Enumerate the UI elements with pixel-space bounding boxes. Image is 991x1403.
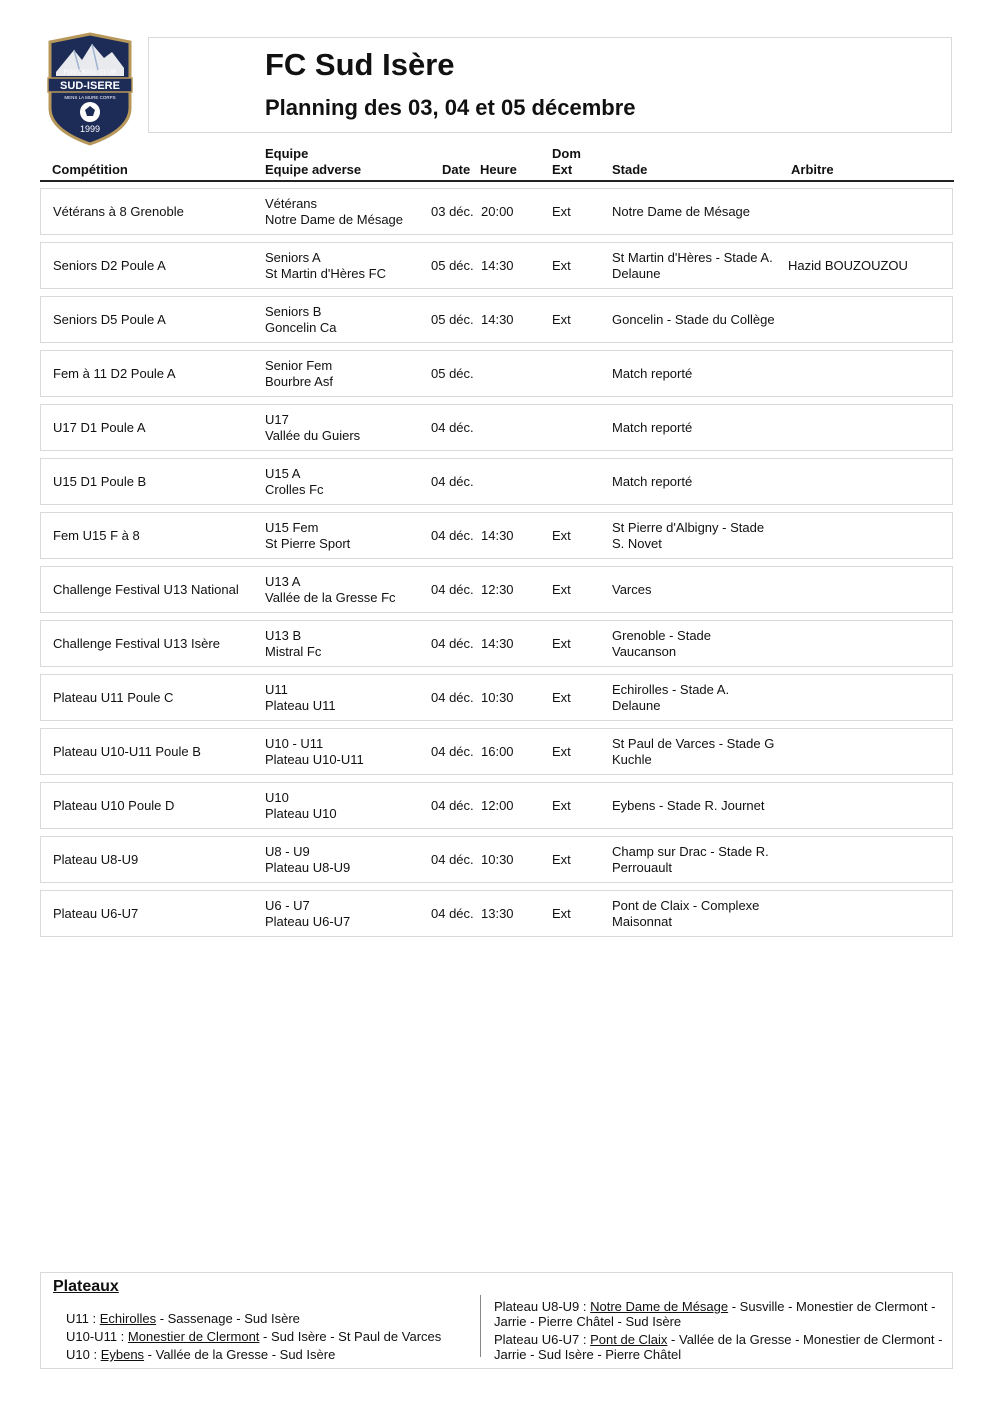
team-cell	[265, 513, 425, 558]
team-cell	[265, 621, 425, 666]
dom-ext-text: Ext	[552, 851, 571, 867]
time-cell	[481, 405, 531, 450]
stade-text: Goncelin - Stade du Collège	[612, 311, 775, 327]
time-cell	[481, 459, 531, 504]
dom-ext-cell	[552, 783, 592, 828]
opponent-text: Plateau U6-U7	[265, 913, 351, 929]
stade-text: Pont de Claix - Complexe Maisonnat	[612, 897, 760, 929]
opponent-text: Plateau U10-U11	[265, 751, 364, 767]
stade-text: Match reporté	[612, 473, 693, 489]
arbitre-cell	[788, 513, 948, 558]
plateau-line	[494, 1299, 944, 1329]
col-arbitre: Arbitre	[791, 162, 834, 177]
team-text: U17	[265, 411, 289, 427]
logo-top-text: FOOTBALL CLUB	[63, 69, 117, 76]
competition-cell	[53, 621, 248, 666]
dom-ext-cell	[552, 459, 592, 504]
team-text: U8 - U9	[265, 843, 310, 859]
team-cell	[265, 405, 425, 450]
dom-ext-cell	[552, 189, 592, 234]
competition-cell	[53, 567, 248, 612]
date-text: 04 déc.	[431, 743, 474, 759]
match-row	[40, 890, 953, 937]
date-cell	[431, 405, 481, 450]
opponent-text: St Martin d'Hères FC	[265, 265, 386, 281]
plateaux-right-list	[494, 1299, 944, 1365]
time-cell	[481, 837, 531, 882]
arbitre-cell	[788, 729, 948, 774]
opponent-text: Vallée du Guiers	[265, 427, 361, 443]
match-list	[40, 188, 953, 944]
stade-cell	[612, 189, 777, 234]
logo-sub-text: MENS LA MURE CORPS	[64, 95, 116, 100]
competition-cell	[53, 351, 248, 396]
dom-ext-text: Ext	[552, 581, 571, 597]
match-row	[40, 350, 953, 397]
team-text: U13 B	[265, 627, 302, 643]
team-cell	[265, 351, 425, 396]
plateau-host: Echirolles	[99, 1311, 157, 1326]
time-text: 14:30	[481, 311, 514, 327]
time-text: 12:30	[481, 581, 514, 597]
plateaux-title: Plateaux	[53, 1278, 119, 1295]
plateau-host: Notre Dame de Mésage	[590, 1299, 729, 1314]
date-text: 03 déc.	[431, 203, 474, 219]
time-cell	[481, 297, 531, 342]
arbitre-cell	[788, 189, 948, 234]
plateaux-left-list	[66, 1310, 486, 1364]
plateaux-divider	[480, 1295, 481, 1357]
col-dom-ext-header	[552, 146, 581, 178]
time-cell	[481, 621, 531, 666]
arbitre-cell	[788, 297, 948, 342]
date-text: 04 déc.	[431, 797, 474, 813]
opponent-text: Plateau U11	[265, 697, 336, 713]
competition-text: Challenge Festival U13 Isère	[53, 635, 220, 651]
plateau-teams: - Vallée de la Gresse - Sud Isère	[144, 1347, 336, 1362]
stade-text: Match reporté	[612, 365, 693, 381]
opponent-text: Plateau U8-U9	[265, 859, 351, 875]
stade-cell	[612, 459, 777, 504]
team-text: U10 - U11	[265, 735, 324, 751]
col-competition: Compétition	[52, 162, 128, 177]
date-cell	[431, 783, 481, 828]
arbitre-cell	[788, 405, 948, 450]
dom-ext-cell	[552, 513, 592, 558]
match-row	[40, 836, 953, 883]
team-cell	[265, 297, 425, 342]
time-cell	[481, 351, 531, 396]
stade-cell	[612, 729, 777, 774]
time-text: 14:30	[481, 257, 514, 273]
competition-text: Seniors D5 Poule A	[53, 311, 166, 327]
opponent-text: Vallée de la Gresse Fc	[265, 589, 396, 605]
stade-text: Notre Dame de Mésage	[612, 203, 751, 219]
date-text: 04 déc.	[431, 581, 474, 597]
time-cell	[481, 729, 531, 774]
plateau-category: Plateau U8-U9 :	[494, 1299, 591, 1314]
competition-text: Seniors D2 Poule A	[53, 257, 166, 273]
plateau-teams: - Susville - Monestier de Clermont - Jarrie - Pierre Châtel - Sud Isère	[494, 1299, 936, 1329]
date-text: 05 déc.	[431, 257, 474, 273]
date-cell	[431, 297, 481, 342]
competition-cell	[53, 459, 248, 504]
date-cell	[431, 621, 481, 666]
arbitre-cell	[788, 621, 948, 666]
stade-cell	[612, 567, 777, 612]
match-row	[40, 620, 953, 667]
arbitre-cell	[788, 783, 948, 828]
competition-text: Plateau U8-U9	[53, 851, 139, 867]
dom-ext-cell	[552, 243, 592, 288]
team-cell	[265, 567, 425, 612]
stade-cell	[612, 891, 777, 936]
competition-cell	[53, 783, 248, 828]
opponent-text: St Pierre Sport	[265, 535, 351, 551]
team-text: U15 A	[265, 465, 301, 481]
team-cell	[265, 243, 425, 288]
date-cell	[431, 351, 481, 396]
col-date: Date	[442, 162, 471, 177]
dom-ext-cell	[552, 621, 592, 666]
stade-cell	[612, 243, 777, 288]
stade-text: Varces	[612, 581, 652, 597]
stade-cell	[612, 297, 777, 342]
competition-cell	[53, 513, 248, 558]
plateau-host: Monestier de Clermont	[127, 1329, 260, 1344]
arbitre-cell	[788, 351, 948, 396]
stade-text: St Pierre d'Albigny - Stade S. Novet	[612, 519, 765, 551]
date-text: 04 déc.	[431, 905, 474, 921]
match-row	[40, 512, 953, 559]
dom-ext-cell	[552, 729, 592, 774]
competition-text: Plateau U10 Poule D	[53, 797, 175, 813]
opponent-text: Crolles Fc	[265, 481, 324, 497]
stade-cell	[612, 675, 777, 720]
planning-title: Planning des 03, 04 et 05 décembre	[265, 95, 636, 120]
match-row	[40, 404, 953, 451]
match-row	[40, 728, 953, 775]
time-cell	[481, 675, 531, 720]
match-row	[40, 782, 953, 829]
team-text: U15 Fem	[265, 519, 319, 535]
dom-ext-text: Ext	[552, 797, 571, 813]
match-row	[40, 674, 953, 721]
date-text: 04 déc.	[431, 689, 474, 705]
competition-cell	[53, 729, 248, 774]
club-logo	[46, 32, 134, 146]
dom-ext-cell	[552, 675, 592, 720]
team-text: Seniors B	[265, 303, 322, 319]
competition-text: Challenge Festival U13 National	[53, 581, 239, 597]
time-text: 14:30	[481, 635, 514, 651]
logo-name-text: SUD-ISERE	[60, 80, 120, 92]
opponent-text: Plateau U10	[265, 805, 337, 821]
plateau-line	[494, 1332, 944, 1362]
dom-ext-text: Ext	[552, 311, 571, 327]
competition-text: Vétérans à 8 Grenoble	[53, 203, 184, 219]
date-text: 04 déc.	[431, 473, 474, 489]
col-team: Equipe	[265, 146, 309, 161]
date-text: 04 déc.	[431, 419, 474, 435]
arbitre-text: Hazid BOUZOUZOU	[788, 257, 908, 273]
stade-cell	[612, 513, 777, 558]
competition-text: U15 D1 Poule B	[53, 473, 147, 489]
arbitre-cell	[788, 567, 948, 612]
competition-cell	[53, 405, 248, 450]
date-cell	[431, 459, 481, 504]
plateau-category: U11 :	[66, 1311, 100, 1326]
stade-cell	[612, 783, 777, 828]
competition-cell	[53, 189, 248, 234]
date-cell	[431, 891, 481, 936]
team-text: U10	[265, 789, 289, 805]
stade-text: St Paul de Varces - Stade G Kuchle	[612, 735, 775, 767]
competition-cell	[53, 891, 248, 936]
date-cell	[431, 513, 481, 558]
stade-cell	[612, 621, 777, 666]
match-row	[40, 458, 953, 505]
competition-cell	[53, 675, 248, 720]
team-text: U11	[265, 681, 288, 697]
dom-ext-text: Ext	[552, 527, 571, 543]
col-dom: Dom	[552, 146, 581, 161]
dom-ext-text: Ext	[552, 689, 571, 705]
stade-text: Echirolles - Stade A. Delaune	[612, 681, 730, 713]
arbitre-cell	[788, 243, 948, 288]
team-cell	[265, 675, 425, 720]
competition-text: Plateau U6-U7	[53, 905, 139, 921]
date-cell	[431, 837, 481, 882]
plateau-line	[66, 1346, 486, 1364]
club-title: FC Sud Isère	[265, 47, 455, 82]
team-cell	[265, 729, 425, 774]
plateau-teams: - Sassenage - Sud Isère	[156, 1311, 300, 1326]
plateau-category: Plateau U6-U7 :	[494, 1332, 591, 1347]
plateau-line	[66, 1310, 486, 1328]
time-text: 20:00	[481, 203, 514, 219]
date-text: 05 déc.	[431, 365, 474, 381]
stade-text: Eybens - Stade R. Journet	[612, 797, 765, 813]
logo-year-text: 1999	[79, 124, 101, 134]
time-cell	[481, 189, 531, 234]
competition-cell	[53, 297, 248, 342]
team-cell	[265, 459, 425, 504]
header-rule	[40, 180, 954, 182]
stade-text: Match reporté	[612, 419, 693, 435]
date-cell	[431, 243, 481, 288]
date-cell	[431, 675, 481, 720]
competition-text: Fem à 11 D2 Poule A	[53, 365, 176, 381]
opponent-text: Mistral Fc	[265, 643, 322, 659]
arbitre-cell	[788, 837, 948, 882]
stade-text: St Martin d'Hères - Stade A. Delaune	[612, 249, 773, 281]
arbitre-cell	[788, 459, 948, 504]
stade-text: Champ sur Drac - Stade R. Perrouault	[612, 843, 769, 875]
stade-cell	[612, 351, 777, 396]
date-text: 04 déc.	[431, 635, 474, 651]
team-cell	[265, 891, 425, 936]
dom-ext-text: Ext	[552, 203, 571, 219]
stade-text: Grenoble - Stade Vaucanson	[612, 627, 712, 659]
arbitre-cell	[788, 675, 948, 720]
team-cell	[265, 189, 425, 234]
dom-ext-cell	[552, 891, 592, 936]
time-text: 13:30	[481, 905, 514, 921]
time-text: 16:00	[481, 743, 514, 759]
competition-cell	[53, 243, 248, 288]
date-cell	[431, 189, 481, 234]
time-cell	[481, 783, 531, 828]
dom-ext-cell	[552, 567, 592, 612]
opponent-text: Notre Dame de Mésage	[265, 211, 404, 227]
plateau-teams: - Vallée de la Gresse - Monestier de Clermont - Jarrie - Sud Isère - Pierre Châtel	[494, 1332, 943, 1362]
time-cell	[481, 243, 531, 288]
plateau-category: U10-U11 :	[66, 1329, 128, 1344]
time-text: 10:30	[481, 851, 514, 867]
time-text: 10:30	[481, 689, 514, 705]
time-cell	[481, 891, 531, 936]
team-text: U6 - U7	[265, 897, 310, 913]
opponent-text: Goncelin Ca	[265, 319, 337, 335]
match-row	[40, 296, 953, 343]
team-text: Vétérans	[265, 195, 318, 211]
team-cell	[265, 783, 425, 828]
date-text: 05 déc.	[431, 311, 474, 327]
competition-text: Fem U15 F à 8	[53, 527, 140, 543]
match-row	[40, 188, 953, 235]
competition-text: U17 D1 Poule A	[53, 419, 146, 435]
dom-ext-text: Ext	[552, 257, 571, 273]
competition-text: Plateau U11 Poule C	[53, 689, 174, 705]
competition-cell	[53, 837, 248, 882]
col-opponent: Equipe adverse	[265, 162, 362, 177]
date-cell	[431, 729, 481, 774]
dom-ext-cell	[552, 837, 592, 882]
opponent-text: Bourbre Asf	[265, 373, 333, 389]
team-text: U13 A	[265, 573, 301, 589]
date-text: 04 déc.	[431, 851, 474, 867]
date-cell	[431, 567, 481, 612]
team-cell	[265, 837, 425, 882]
stade-cell	[612, 837, 777, 882]
dom-ext-cell	[552, 405, 592, 450]
plateau-host: Eybens	[100, 1347, 145, 1362]
arbitre-cell	[788, 891, 948, 936]
dom-ext-text: Ext	[552, 743, 571, 759]
match-row	[40, 566, 953, 613]
match-row	[40, 242, 953, 289]
col-ext: Ext	[552, 162, 573, 177]
dom-ext-cell	[552, 351, 592, 396]
stade-cell	[612, 405, 777, 450]
col-team-header	[265, 146, 361, 178]
plateau-line	[66, 1328, 486, 1346]
team-text: Seniors A	[265, 249, 321, 265]
dom-ext-cell	[552, 297, 592, 342]
plateau-category: U10 :	[66, 1347, 101, 1362]
dom-ext-text: Ext	[552, 905, 571, 921]
competition-text: Plateau U10-U11 Poule B	[53, 743, 201, 759]
time-text: 14:30	[481, 527, 514, 543]
plateau-host: Pont de Claix	[590, 1332, 668, 1347]
plateau-teams: - Sud Isère - St Paul de Varces	[259, 1329, 442, 1344]
date-text: 04 déc.	[431, 527, 474, 543]
dom-ext-text: Ext	[552, 635, 571, 651]
team-text: Senior Fem	[265, 357, 333, 373]
time-cell	[481, 513, 531, 558]
col-time: Heure	[480, 162, 517, 177]
time-text: 12:00	[481, 797, 514, 813]
time-cell	[481, 567, 531, 612]
plateaux-box	[40, 1272, 953, 1369]
col-stade: Stade	[612, 162, 648, 177]
